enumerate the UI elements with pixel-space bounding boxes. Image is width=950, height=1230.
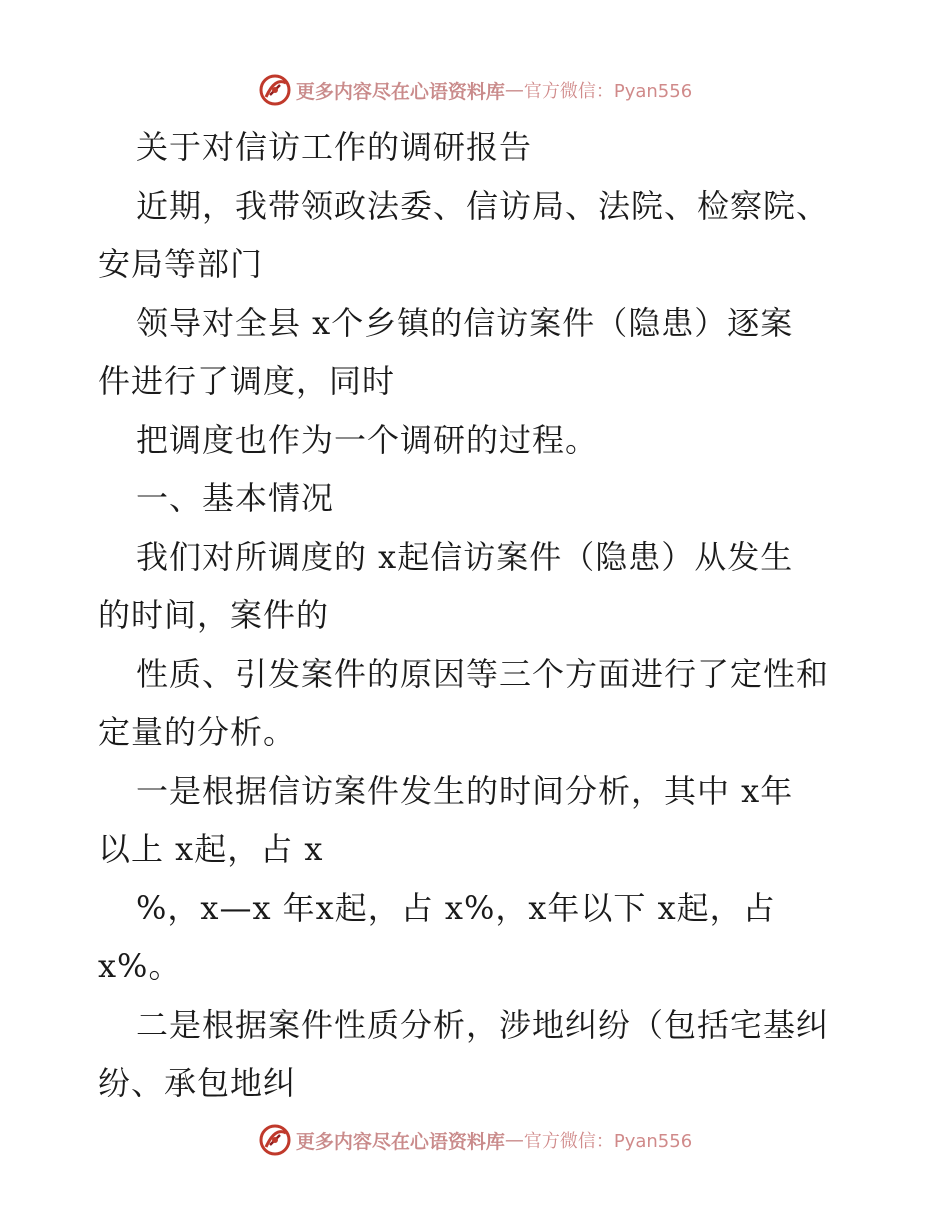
text-line: 性质、引发案件的原因等三个方面进行了定性和 <box>136 654 830 693</box>
text-line: %，x—x 年x起，占 x%，x年以下 x起，占 <box>136 888 776 927</box>
banner-dash: — <box>504 1129 524 1151</box>
text-line: 我们对所调度的 x起信访案件（隐患）从发生 <box>136 537 794 576</box>
footer-banner <box>0 1120 950 1160</box>
banner-site-name: 更多内容尽在心语资料库 <box>295 1130 505 1153</box>
banner-wechat: 官方微信：Pyan556 <box>523 81 693 102</box>
text-line: 领导对全县 x个乡镇的信访案件（隐患）逐案 <box>136 303 794 342</box>
quill-logo-icon <box>258 73 292 107</box>
quill-logo-icon <box>258 1123 292 1157</box>
banner-wechat: 官方微信：Pyan556 <box>523 1131 693 1152</box>
banner-site-name: 更多内容尽在心语资料库 <box>295 80 505 103</box>
document-title: 关于对信访工作的调研报告 <box>136 128 533 166</box>
text-line: 以上 x起，占 x <box>98 830 324 868</box>
text-line: 一是根据信访案件发生的时间分析，其中 x年 <box>136 771 794 810</box>
text-line: 二是根据案件性质分析，涉地纠纷（包括宅基纠 <box>136 1005 830 1044</box>
text-line: 的时间，案件的 <box>98 596 330 634</box>
banner-dash: — <box>504 79 524 101</box>
text-line: 近期，我带领政法委、信访局、法院、检察院、 <box>136 186 830 225</box>
text-line: 定量的分析。 <box>98 713 297 751</box>
header-banner <box>0 70 950 110</box>
text-line: 安局等部门 <box>98 245 264 283</box>
document-body <box>98 118 858 1113</box>
text-line: 件进行了调度，同时 <box>98 362 396 400</box>
text-line: 把调度也作为一个调研的过程。 <box>136 420 599 459</box>
text-line: 纷、承包地纠 <box>98 1064 297 1102</box>
text-line: 一、基本情况 <box>136 479 335 517</box>
text-line: x%。 <box>98 947 182 985</box>
